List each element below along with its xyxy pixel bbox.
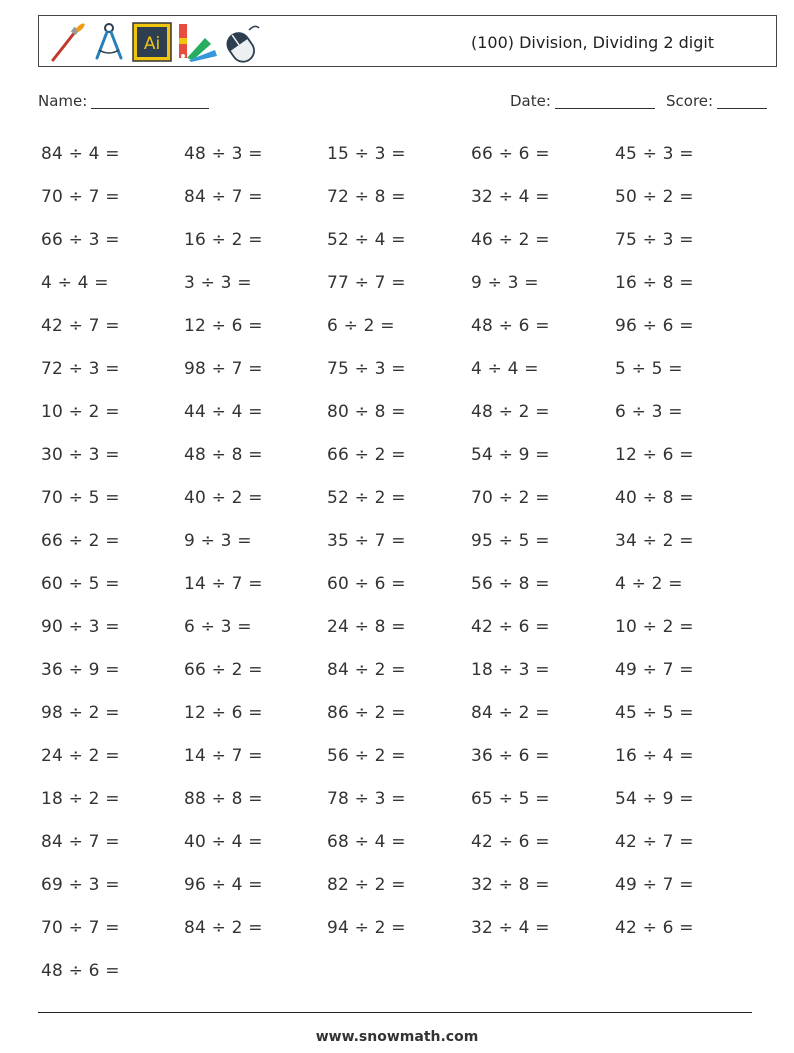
division-problem: 52 ÷ 4 = xyxy=(327,230,406,250)
division-problem: 72 ÷ 3 = xyxy=(41,359,120,379)
division-problem: 66 ÷ 2 = xyxy=(184,660,263,680)
ai-icon-text: Ai xyxy=(143,34,161,54)
division-problem: 40 ÷ 4 = xyxy=(184,832,263,852)
division-problem: 77 ÷ 7 = xyxy=(327,273,406,293)
division-problem: 42 ÷ 6 = xyxy=(471,617,550,637)
division-problem: 32 ÷ 4 = xyxy=(471,918,550,938)
division-problem: 6 ÷ 2 = xyxy=(327,316,395,336)
division-problem: 84 ÷ 4 = xyxy=(41,144,120,164)
division-problem: 6 ÷ 3 = xyxy=(615,402,683,422)
division-problem: 32 ÷ 8 = xyxy=(471,875,550,895)
division-problem: 95 ÷ 5 = xyxy=(471,531,550,551)
division-problem: 12 ÷ 6 = xyxy=(184,703,263,723)
division-problem: 42 ÷ 7 = xyxy=(41,316,120,336)
division-problem: 84 ÷ 2 = xyxy=(327,660,406,680)
division-problem: 24 ÷ 2 = xyxy=(41,746,120,766)
division-problem: 70 ÷ 2 = xyxy=(471,488,550,508)
division-problem: 86 ÷ 2 = xyxy=(327,703,406,723)
page-title: (100) Division, Dividing 2 digit xyxy=(471,33,715,52)
division-problem: 80 ÷ 8 = xyxy=(327,402,406,422)
division-problem: 52 ÷ 2 = xyxy=(327,488,406,508)
division-problem: 45 ÷ 5 = xyxy=(615,703,694,723)
division-problem: 4 ÷ 4 = xyxy=(41,273,109,293)
division-problem: 30 ÷ 3 = xyxy=(41,445,120,465)
division-problem: 45 ÷ 3 = xyxy=(615,144,694,164)
division-problem: 18 ÷ 3 = xyxy=(471,660,550,680)
division-problem: 18 ÷ 2 = xyxy=(41,789,120,809)
division-problem: 50 ÷ 2 = xyxy=(615,187,694,207)
division-problem: 44 ÷ 4 = xyxy=(184,402,263,422)
division-problem: 10 ÷ 2 = xyxy=(41,402,120,422)
score-label: Score: xyxy=(666,92,714,110)
division-problem: 94 ÷ 2 = xyxy=(327,918,406,938)
division-problem: 4 ÷ 2 = xyxy=(615,574,683,594)
division-problem: 84 ÷ 7 = xyxy=(184,187,263,207)
division-problem: 56 ÷ 8 = xyxy=(471,574,550,594)
division-problem: 54 ÷ 9 = xyxy=(615,789,694,809)
division-problem: 32 ÷ 4 = xyxy=(471,187,550,207)
division-problem: 10 ÷ 2 = xyxy=(615,617,694,637)
division-problem: 70 ÷ 5 = xyxy=(41,488,120,508)
division-problem: 49 ÷ 7 = xyxy=(615,875,694,895)
division-problem: 48 ÷ 8 = xyxy=(184,445,263,465)
division-problem: 34 ÷ 2 = xyxy=(615,531,694,551)
division-problem: 36 ÷ 9 = xyxy=(41,660,120,680)
division-problem: 35 ÷ 7 = xyxy=(327,531,406,551)
division-problem: 24 ÷ 8 = xyxy=(327,617,406,637)
division-problem: 66 ÷ 6 = xyxy=(471,144,550,164)
division-problem: 70 ÷ 7 = xyxy=(41,918,120,938)
division-problem: 9 ÷ 3 = xyxy=(184,531,252,551)
division-problem: 96 ÷ 4 = xyxy=(184,875,263,895)
division-problem: 49 ÷ 7 = xyxy=(615,660,694,680)
division-problem: 36 ÷ 6 = xyxy=(471,746,550,766)
division-problem: 60 ÷ 5 = xyxy=(41,574,120,594)
division-problem: 16 ÷ 2 = xyxy=(184,230,263,250)
division-problem: 42 ÷ 6 = xyxy=(471,832,550,852)
division-problem: 42 ÷ 7 = xyxy=(615,832,694,852)
division-problem: 15 ÷ 3 = xyxy=(327,144,406,164)
division-problem: 98 ÷ 7 = xyxy=(184,359,263,379)
division-problem: 48 ÷ 2 = xyxy=(471,402,550,422)
division-problem: 66 ÷ 2 = xyxy=(41,531,120,551)
division-problem: 14 ÷ 7 = xyxy=(184,746,263,766)
division-problem: 14 ÷ 7 = xyxy=(184,574,263,594)
division-problem: 9 ÷ 3 = xyxy=(471,273,539,293)
division-problem: 54 ÷ 9 = xyxy=(471,445,550,465)
division-problem: 72 ÷ 8 = xyxy=(327,187,406,207)
division-problem: 16 ÷ 4 = xyxy=(615,746,694,766)
division-problem: 12 ÷ 6 = xyxy=(184,316,263,336)
division-problem: 98 ÷ 2 = xyxy=(41,703,120,723)
division-problem: 4 ÷ 4 = xyxy=(471,359,539,379)
division-problem: 12 ÷ 6 = xyxy=(615,445,694,465)
division-problem: 88 ÷ 8 = xyxy=(184,789,263,809)
division-problem: 82 ÷ 2 = xyxy=(327,875,406,895)
division-problem: 48 ÷ 6 = xyxy=(41,961,120,981)
division-problem: 84 ÷ 7 = xyxy=(41,832,120,852)
division-problem: 6 ÷ 3 = xyxy=(184,617,252,637)
division-problem: 16 ÷ 8 = xyxy=(615,273,694,293)
division-problem: 48 ÷ 3 = xyxy=(184,144,263,164)
division-problem: 40 ÷ 2 = xyxy=(184,488,263,508)
division-problem: 46 ÷ 2 = xyxy=(471,230,550,250)
division-problem: 75 ÷ 3 = xyxy=(615,230,694,250)
division-problem: 60 ÷ 6 = xyxy=(327,574,406,594)
division-problem: 66 ÷ 3 = xyxy=(41,230,120,250)
division-problem: 75 ÷ 3 = xyxy=(327,359,406,379)
division-problem: 96 ÷ 6 = xyxy=(615,316,694,336)
division-problem: 5 ÷ 5 = xyxy=(615,359,683,379)
division-problem: 90 ÷ 3 = xyxy=(41,617,120,637)
division-problem: 56 ÷ 2 = xyxy=(327,746,406,766)
footer-divider xyxy=(38,1012,752,1013)
name-label: Name: xyxy=(38,92,88,110)
division-problem: 3 ÷ 3 = xyxy=(184,273,252,293)
division-problem: 68 ÷ 4 = xyxy=(327,832,406,852)
division-problem: 65 ÷ 5 = xyxy=(471,789,550,809)
division-problem: 40 ÷ 8 = xyxy=(615,488,694,508)
division-problem: 84 ÷ 2 = xyxy=(471,703,550,723)
division-problem: 70 ÷ 7 = xyxy=(41,187,120,207)
date-label: Date: xyxy=(510,92,551,110)
division-problem: 66 ÷ 2 = xyxy=(327,445,406,465)
division-problem: 84 ÷ 2 = xyxy=(184,918,263,938)
division-problem: 78 ÷ 3 = xyxy=(327,789,406,809)
division-problem: 69 ÷ 3 = xyxy=(41,875,120,895)
footer-url: www.snowmath.com xyxy=(315,1029,479,1045)
division-problem: 48 ÷ 6 = xyxy=(471,316,550,336)
division-problem: 42 ÷ 6 = xyxy=(615,918,694,938)
